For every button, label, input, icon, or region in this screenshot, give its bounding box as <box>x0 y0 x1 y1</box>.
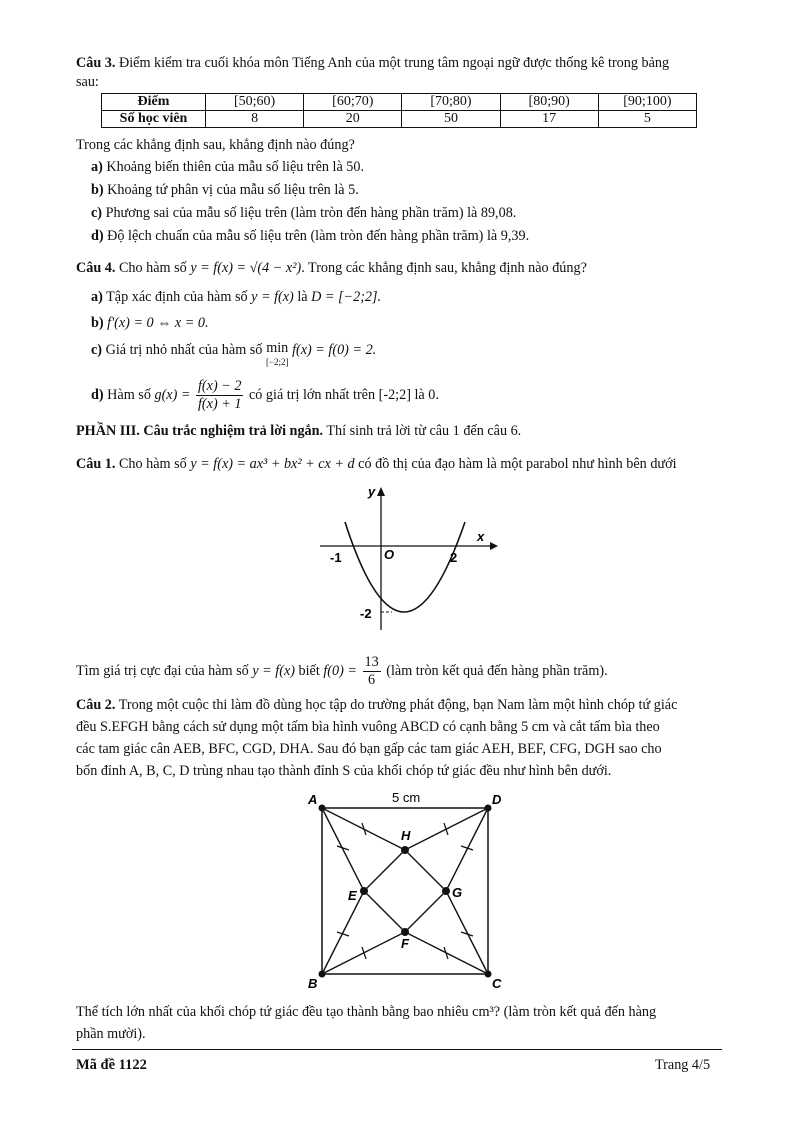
option-label: b) <box>91 315 104 331</box>
p3q1-f0: f(0) = <box>323 662 357 679</box>
vertex-label-g: G <box>452 885 463 900</box>
vertex-dot <box>319 971 326 978</box>
option-math: f(x) = f(0) = 2. <box>292 342 377 358</box>
p3q1-intro-text: Cho hàm số <box>118 456 187 472</box>
triangle-aeb <box>322 808 364 974</box>
p3q1-tail: có đồ thị của đạo hàm là một parabol như hình bên dưới <box>358 456 677 472</box>
q3-text-1: Điểm kiểm tra cuối khóa môn Tiếng Anh của một trung tâm ngoại ngữ được thống kê trong bảng <box>118 55 670 71</box>
table-header-students: Số học viên <box>102 111 206 128</box>
part3-text: Thí sinh trả lời từ câu 1 đến câu 6. <box>326 423 522 439</box>
p3q2-line1 <box>76 696 677 714</box>
page-number: Trang 4/5 <box>655 1057 711 1073</box>
parabola-curve <box>345 522 465 612</box>
square-net-figure <box>300 786 520 992</box>
fraction <box>363 654 381 689</box>
p3q2-question-line1: Thể tích lớn nhất của khối chóp tứ giác đều tạo thành bằng bao nhiêu cm³? (làm tròn kết quả đến hàng <box>76 1004 657 1020</box>
vertex-dot <box>485 805 492 812</box>
tick-label: -2 <box>360 606 372 621</box>
derivative-graph <box>300 482 510 634</box>
p3q2-text: Trong một cuộc thi làm đồ dùng học tập do trường phát động, bạn Nam làm một hình chóp tứ giác <box>118 697 678 713</box>
vertex-label-f: F <box>401 936 409 951</box>
table-cell: 17 <box>500 111 598 128</box>
score-table <box>101 93 697 128</box>
fraction-numerator: 13 <box>364 654 379 670</box>
y-axis-label: y <box>368 484 376 499</box>
y-axis-arrow-icon <box>377 487 385 496</box>
q3-prompt: Trong các khẳng định sau, khẳng định nào đúng? <box>76 137 355 153</box>
option-text: là <box>297 289 308 305</box>
q4-func: y = f(x) = √(4 − x²) <box>190 260 302 276</box>
option-label: c) <box>91 205 103 221</box>
vertex-label-c: C <box>492 976 502 991</box>
p3q1-title: Câu 1. <box>76 456 116 472</box>
q4-title: Câu 4. <box>76 260 116 276</box>
p3q2-line4: bốn đỉnh A, B, C, D trùng nhau tạo thành đỉnh S của khối chóp tứ giác đều như hình bên dưới. <box>76 763 612 779</box>
tick-label: -1 <box>330 550 342 565</box>
vertex-dot <box>442 887 450 895</box>
p3q2-title: Câu 2. <box>76 697 116 713</box>
option-text: Giá trị nhỏ nhất của hàm số <box>105 342 263 358</box>
option-text: Hàm số <box>107 386 151 403</box>
vertex-label-d: D <box>492 792 502 807</box>
p3q1-question-text: biết <box>298 662 320 679</box>
p3q1-question <box>76 654 608 689</box>
exam-code: Mã đề 1122 <box>76 1057 147 1073</box>
table-cell: 20 <box>304 111 402 128</box>
table-cell: 8 <box>206 111 304 128</box>
vertex-label-h: H <box>401 828 411 843</box>
option-math: g(x) = <box>154 386 191 403</box>
option-text: Khoảng biến thiên của mẫu số liệu trên là 50. <box>106 159 365 175</box>
part3-title: PHẦN III. Câu trắc nghiệm trả lời ngắn. <box>76 423 324 439</box>
option-label: a) <box>91 289 103 305</box>
fraction <box>196 378 243 413</box>
option-text: Khoảng tứ phân vị của mẫu số liệu trên là 5. <box>107 182 359 198</box>
option-text: có giá trị lớn nhất trên [-2;2] là 0. <box>248 386 439 403</box>
vertex-label-e: E <box>348 888 357 903</box>
q4-option-c <box>91 341 376 369</box>
q3-title: Câu 3. <box>76 55 116 71</box>
table-cell: 50 <box>402 111 500 128</box>
option-label: d) <box>91 228 104 244</box>
option-label: a) <box>91 159 103 175</box>
min-word: min <box>266 340 289 356</box>
option-text: Tập xác định của hàm số <box>106 289 248 305</box>
q4-intro-tail: . Trong các khẳng định sau, khẳng định nào đúng? <box>301 260 587 276</box>
p3q2-line3: các tam giác cân AEB, BFC, CGD, DHA. Sau đó bạn gấp các tam giác AEH, BEF, CFG, DGH sao cho <box>76 741 662 757</box>
vertex-label-a: A <box>308 792 318 807</box>
square-efgh <box>364 850 446 932</box>
fraction-numerator: f(x) − 2 <box>197 378 242 394</box>
origin-label: O <box>384 547 395 562</box>
tick-label: 2 <box>450 550 458 565</box>
footer-divider <box>72 1049 722 1050</box>
q4-option-d <box>91 378 439 413</box>
option-text: Phương sai của mẫu số liệu trên (làm tròn đến hàng phần trăm) là 89,08. <box>105 205 517 221</box>
q3-option-d <box>91 227 529 245</box>
vertex-dot <box>401 846 409 854</box>
table-cell: [60;70) <box>304 94 402 111</box>
option-text: Độ lệch chuẩn của mẫu số liệu trên (làm tròn đến hàng phần trăm) là 9,39. <box>107 228 530 244</box>
q3-option-b <box>91 181 359 199</box>
q4-intro-text: Cho hàm số <box>118 260 187 276</box>
option-func: y = f(x) <box>251 289 294 305</box>
option-label: b) <box>91 182 104 198</box>
p3q2-line2: đều S.EFGH bằng cách sử dụng một tấm bìa hình vuông ABCD có cạnh bằng 5 cm và cắt tấm bìa theo <box>76 719 660 735</box>
vertex-label-b: B <box>308 976 318 991</box>
p3q1-question-text: Tìm giá trị cực đại của hàm số <box>76 662 249 679</box>
p3q2-question-line2: phần mười). <box>76 1026 146 1042</box>
table-header-score: Điểm <box>102 94 206 111</box>
x-axis-label: x <box>477 529 485 544</box>
p3q1-func: y = f(x) = ax³ + bx² + cx + d <box>190 456 355 472</box>
q4-option-a <box>91 288 381 306</box>
q4-intro <box>76 259 587 277</box>
part3-heading <box>76 422 521 440</box>
fraction-denominator: f(x) + 1 <box>197 396 242 412</box>
q3-option-a <box>91 158 364 176</box>
x-axis-arrow-icon <box>490 542 498 550</box>
p3q1-intro <box>76 455 677 473</box>
vertex-dot <box>401 928 409 936</box>
q3-line2: sau: <box>76 74 99 90</box>
p3q1-question-func: y = f(x) <box>252 662 295 679</box>
table-cell: [50;60) <box>206 94 304 111</box>
min-operator <box>266 341 289 369</box>
option-label: c) <box>91 342 103 358</box>
q4-option-b <box>91 314 209 332</box>
q3-option-c <box>91 204 516 222</box>
option-math: D = [−2;2]. <box>311 289 382 305</box>
table-row <box>102 94 697 111</box>
table-cell: [80;90) <box>500 94 598 111</box>
side-length-label: 5 cm <box>392 790 421 805</box>
q3-line1 <box>76 54 669 72</box>
vertex-dot <box>319 805 326 812</box>
table-row <box>102 111 697 128</box>
fraction-denominator: 6 <box>368 672 376 688</box>
table-cell: [70;80) <box>402 94 500 111</box>
vertex-dot <box>485 971 492 978</box>
option-math: f'(x) = 0 ⇔ x = 0. <box>107 315 209 331</box>
min-subscript: [−2;2] <box>265 357 289 367</box>
option-label: d) <box>91 386 104 403</box>
vertex-dot <box>360 887 368 895</box>
p3q1-question-tail: (làm tròn kết quả đến hàng phần trăm). <box>386 662 608 679</box>
table-cell: 5 <box>598 111 696 128</box>
table-cell: [90;100) <box>598 94 696 111</box>
